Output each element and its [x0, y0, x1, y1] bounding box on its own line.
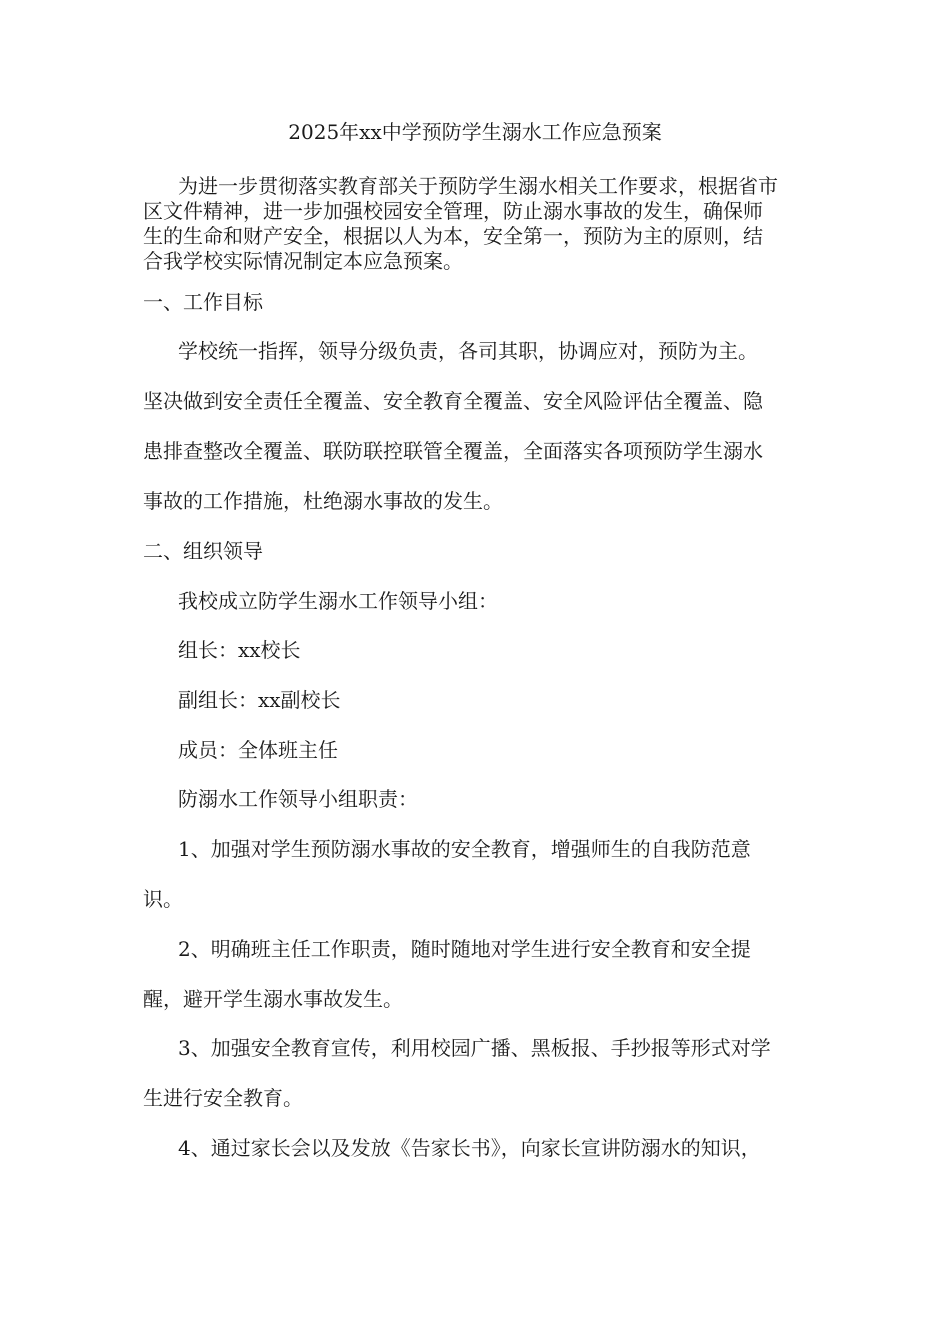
section1-heading: 一、工作目标: [143, 290, 263, 314]
intro-line-3: 生的生命和财产安全，根据以人为本，安全第一，预防为主的原则，结: [143, 224, 763, 248]
duty-2-line-1: 2、明确班主任工作职责，随时随地对学生进行安全教育和安全提: [178, 937, 751, 961]
group-members: 成员：全体班主任: [178, 738, 338, 762]
section2-heading: 二、组织领导: [143, 539, 263, 563]
intro-line-2: 区文件精神，进一步加强校园安全管理，防止溺水事故的发生，确保师: [143, 199, 763, 223]
duty-1-line-1: 1、加强对学生预防溺水事故的安全教育，增强师生的自我防范意: [178, 837, 751, 861]
duty-3-line-1: 3、加强安全教育宣传，利用校园广播、黑板报、手抄报等形式对学: [178, 1036, 771, 1060]
intro-line-1: 为进一步贯彻落实教育部关于预防学生溺水相关工作要求，根据省市: [178, 174, 778, 198]
section1-line-1: 学校统一指挥，领导分级负责，各司其职，协调应对，预防为主。: [178, 339, 758, 363]
section1-line-3: 患排查整改全覆盖、联防联控联管全覆盖，全面落实各项预防学生溺水: [143, 439, 763, 463]
section1-line-2: 坚决做到安全责任全覆盖、安全教育全覆盖、安全风险评估全覆盖、隐: [143, 389, 763, 413]
group-vice-leader: 副组长：xx副校长: [178, 688, 341, 712]
intro-line-4: 合我学校实际情况制定本应急预案。: [143, 249, 463, 273]
duty-4-line-1: 4、通过家长会以及发放《告家长书》，向家长宣讲防溺水的知识，: [178, 1136, 761, 1160]
section1-line-4: 事故的工作措施，杜绝溺水事故的发生。: [143, 489, 503, 513]
duty-1-line-2: 识。: [143, 887, 183, 911]
group-intro: 我校成立防学生溺水工作领导小组：: [178, 589, 498, 613]
duty-3-line-2: 生进行安全教育。: [143, 1086, 303, 1110]
group-leader: 组长：xx校长: [178, 638, 301, 662]
document-title: 2025年xx中学预防学生溺水工作应急预案: [288, 120, 662, 144]
duties-heading: 防溺水工作领导小组职责：: [178, 787, 418, 811]
duty-2-line-2: 醒，避开学生溺水事故发生。: [143, 987, 403, 1011]
